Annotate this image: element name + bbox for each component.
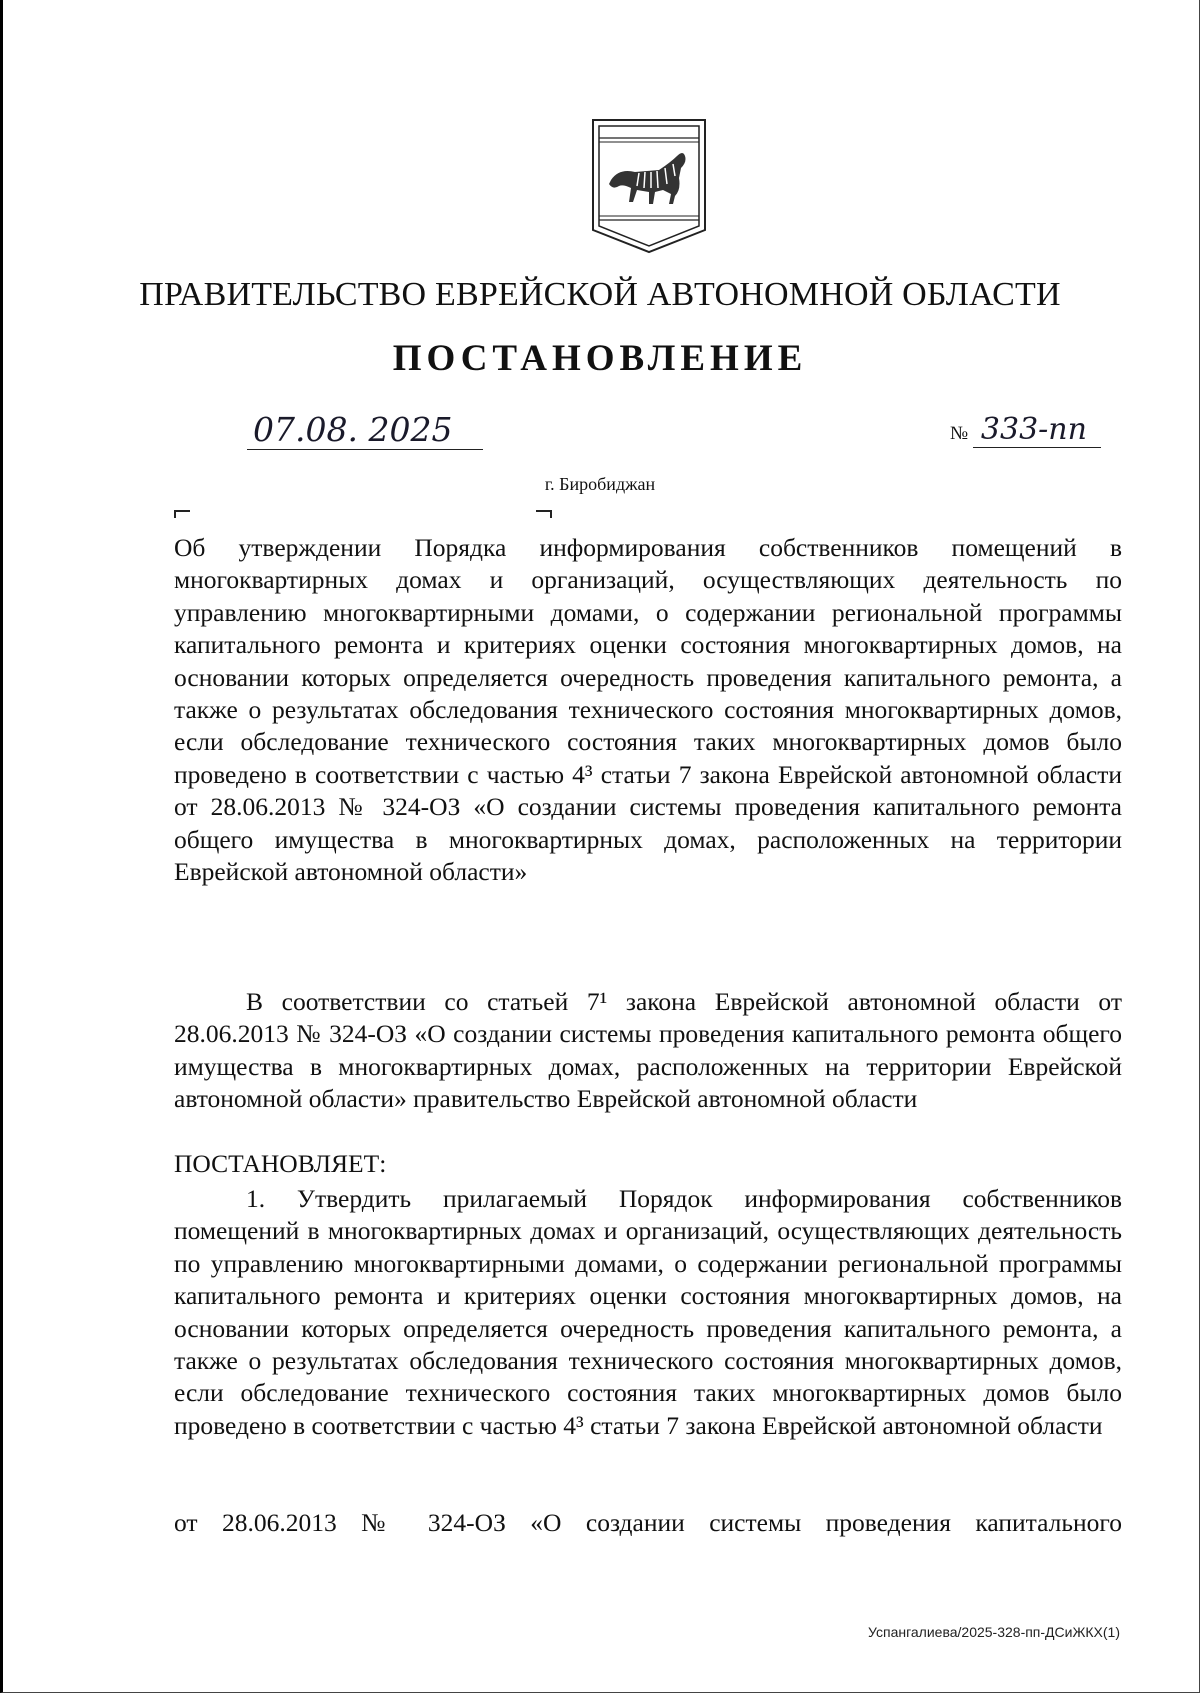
organization-name: ПРАВИТЕЛЬСТВО ЕВРЕЙСКОЙ АВТОНОМНОЙ ОБЛАСТИ xyxy=(139,276,1061,313)
document-number-block xyxy=(950,412,1101,448)
item-1-paragraph: 1. Утвердить прилагаемый Порядок информирования собственников помещений в многоквартирных домах и организаций, осуществляющих деятельность по управлению многоквартирными домами, о содержании региональной программы капитального ремонта и критериях оценки состояния многоквартирных домов, на основании которых определяется очередность проведения капитального ремонта, а также о результатах обследования технического состояния многоквартирных домов, если обследование технического состояния таких многоквартирных домов было проведено в соответствии с частью 4³ статьи 7 закона Еврейской автономной области xyxy=(174,1184,1122,1440)
title-corner-right xyxy=(536,510,552,518)
document-date: 07.08. 2025 xyxy=(247,410,483,450)
document-type: ПОСТАНОВЛЕНИЕ xyxy=(392,338,808,379)
document-title: Об утверждении Порядка информирования собственников помещений в многоквартирных домах и организаций, осуществляющих деятельность по управлению многоквартирными домами, о содержании региональной программы капитального ремонта и критериях оценки состояния многоквартирных домов, на основании которых определяется очередность проведения капитального ремонта, а также о результатах обследования технического состояния многоквартирных домов, если обследование технического состояния таких многоквартирных домов было проведено в соответствии с частью 4³ статьи 7 закона Еврейской автономной области от 28.06.2013 № 324-ОЗ «О создании системы проведения капитального ремонта общего имущества в многоквартирных домах, расположенных на территории Еврейской автономной области» xyxy=(174,533,1122,887)
tiger-coat-of-arms-icon xyxy=(589,118,709,258)
decides-heading: ПОСТАНОВЛЯЕТ: xyxy=(174,1149,387,1178)
item-1-continuation: от 28.06.2013 № 324-ОЗ «О создании системы проведения капитального xyxy=(174,1508,1122,1537)
preamble-paragraph: В соответствии со статьей 7¹ закона Еврейской автономной области от 28.06.2013 № 324-ОЗ «О создании системы проведения капитального ремонта общего имущества в многоквартирных домах, расположенных на территории Еврейской автономной области» правительство Еврейской автономной области xyxy=(174,987,1122,1114)
document-number: 333-пп xyxy=(973,412,1101,448)
number-sign: № xyxy=(950,423,969,444)
file-code: Успангалиева/2025-328-пп-ДСиЖКХ(1) xyxy=(868,1624,1120,1640)
city-name: г. Биробиджан xyxy=(544,474,656,494)
title-corner-left xyxy=(174,510,190,518)
